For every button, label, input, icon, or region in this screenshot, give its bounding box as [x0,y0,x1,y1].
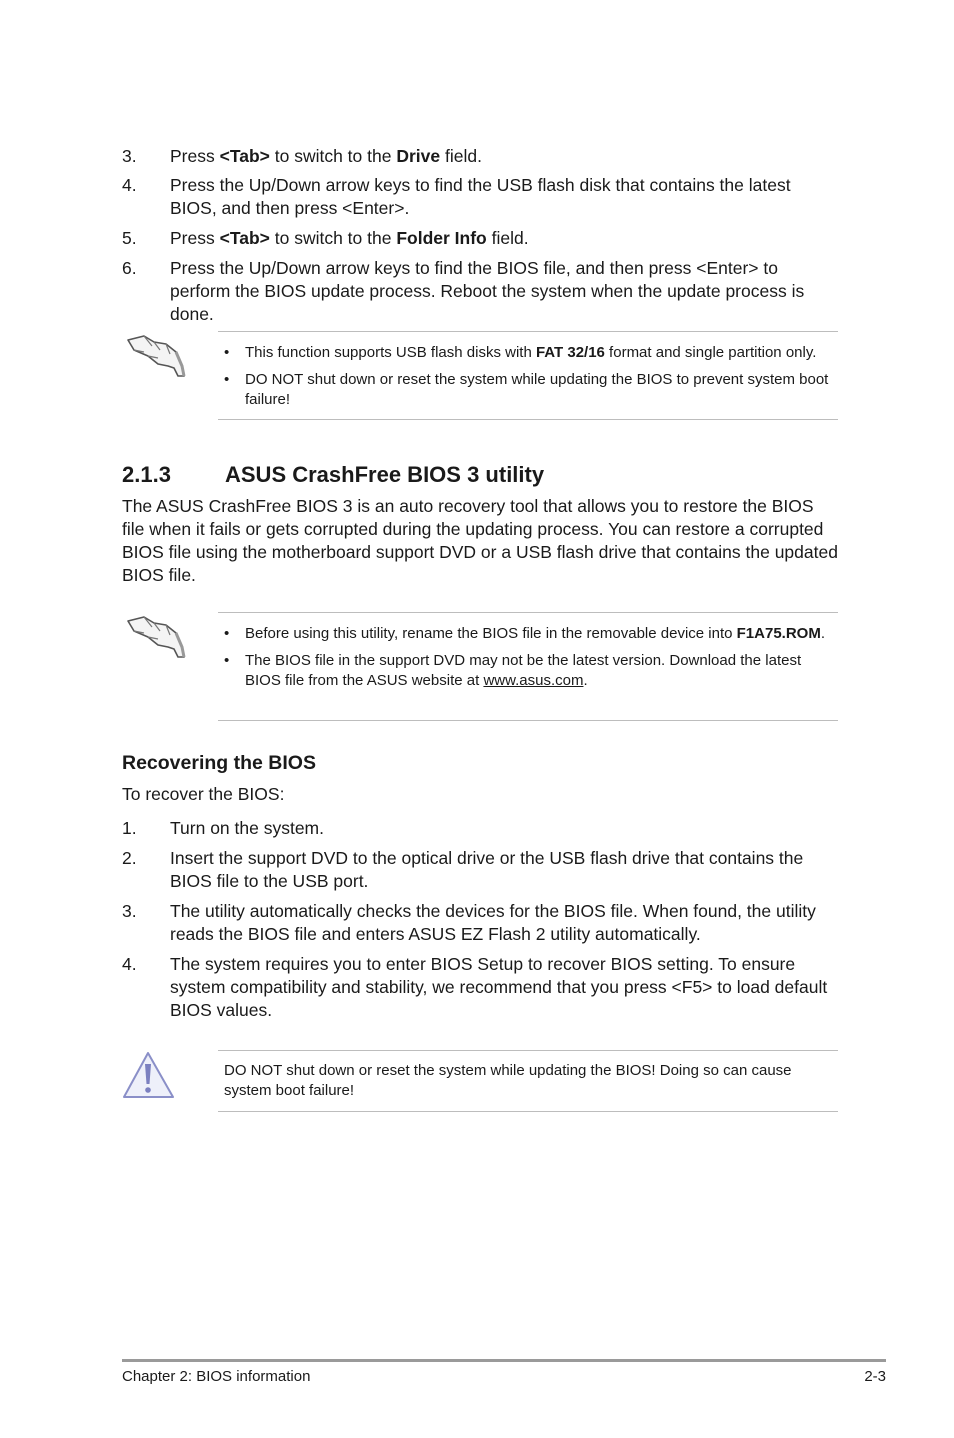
text-run: DO NOT shut down or reset the system while updating the BIOS to prevent system boot failure! [245,371,829,408]
footer-chapter: Chapter 2: BIOS information [122,1368,311,1385]
text-run: Press the Up/Down arrow keys to find the USB flash disk that contains the latest BIOS, and then press <Enter>. [170,175,791,218]
text-run: to switch to the [269,228,397,248]
text-run: Press [170,146,220,166]
step-item [122,847,838,893]
section-title: ASUS CrashFree BIOS 3 utility [225,462,545,487]
text-run: Press the Up/Down arrow keys to find the BIOS file, and then press <Enter> to perform the BIOS update process. Reboot the system when the update process is done. [170,258,805,324]
bold-text: FAT 32/16 [535,344,605,361]
note-box [218,612,838,721]
step-text [170,227,838,250]
bold-text: <Tab> [219,228,270,248]
note-bullet: • DO NOT shut down or reset the system while updating the BIOS to prevent system boot failure! [224,371,829,408]
text-run: The system requires you to enter BIOS Setup to recover BIOS setting. To ensure system compatibility and stability, we recommend that you press <F5> to load default BIOS values. [170,954,828,1020]
step-number: 6. [122,258,137,278]
step-text [170,174,838,220]
step-number: 5. [122,228,137,248]
footer-page-number: 2-3 [864,1368,886,1385]
note-text [245,652,801,689]
text-run: field. [440,146,482,166]
bold-text: Drive [396,146,441,166]
note-hand-icon [124,611,188,666]
step-item [122,953,838,1022]
bold-text: F1A75.ROM [736,625,821,642]
step-item [122,227,838,250]
bold-text: <Tab> [219,146,270,166]
step-item [122,174,838,220]
step-number: 4. [122,175,137,195]
step-number: 1. [122,818,137,838]
step-item [122,817,838,840]
step-number: 2. [122,848,137,868]
warning-text: DO NOT shut down or reset the system while updating the BIOS! Doing so can cause system boot failure! [224,1062,792,1099]
subheading: Recovering the BIOS [122,752,316,774]
step-text [170,900,838,946]
text-run: Before using this utility, rename the BIOS file in the removable device into [245,625,737,642]
step-item [122,257,838,326]
step-number: 4. [122,954,137,974]
step-text [170,953,838,1022]
text-run: Turn on the system. [170,818,324,838]
text-run: . [583,672,588,689]
link-text[interactable]: www.asus.com [483,672,584,689]
step-text [170,257,838,326]
step-item [122,145,838,168]
step-text [170,145,838,168]
text-run: format and single partition only. [604,344,817,361]
intro-paragraph: The ASUS CrashFree BIOS 3 is an auto recovery tool that allows you to restore the BIOS file when it fails or gets corrupted during the updating process. You can restore a corrupted BIOS file using the motherboard support DVD or a USB flash drive that contains the updated BIOS file. [122,496,838,585]
note-text [245,371,828,408]
step-text [170,847,838,893]
note-bullet: • Before using this utility, rename the BIOS file in the removable device into F1A75.ROM. [224,625,825,642]
text-run: This function supports USB flash disks with [245,344,536,361]
note-box [218,331,838,420]
warning-triangle-icon [122,1050,176,1105]
text-run: to switch to the [269,146,397,166]
step-number: 3. [122,146,137,166]
text-run: The BIOS file in the support DVD may not be the latest version. Download the latest BIOS file from the ASUS website at [245,652,802,689]
text-run: . [820,625,825,642]
warning-box [218,1050,838,1112]
bold-text: Folder Info [396,228,487,248]
step-item [122,900,838,946]
section-number: 2.1.3 [122,462,171,487]
note-bullet: • This function supports USB flash disks with FAT 32/16 format and single partition only. [224,344,817,361]
step-text [170,817,838,840]
text-run: The utility automatically checks the devices for the BIOS file. When found, the utility reads the BIOS file and enters ASUS EZ Flash 2 utility automatically. [170,901,816,944]
note-text [245,625,825,642]
text-run: Press [170,228,220,248]
text-run: field. [486,228,529,248]
note-text [245,344,816,361]
step-number: 3. [122,901,137,921]
note-hand-icon [124,330,188,385]
recover-intro: To recover the BIOS: [122,784,285,804]
note-bullet: • The BIOS file in the support DVD may not be the latest version. Download the latest BIOS file from the ASUS website at www.asus.com. [224,652,802,689]
footer-rule [122,1359,886,1362]
text-run: Insert the support DVD to the optical drive or the USB flash drive that contains the BIOS file to the USB port. [170,848,804,891]
